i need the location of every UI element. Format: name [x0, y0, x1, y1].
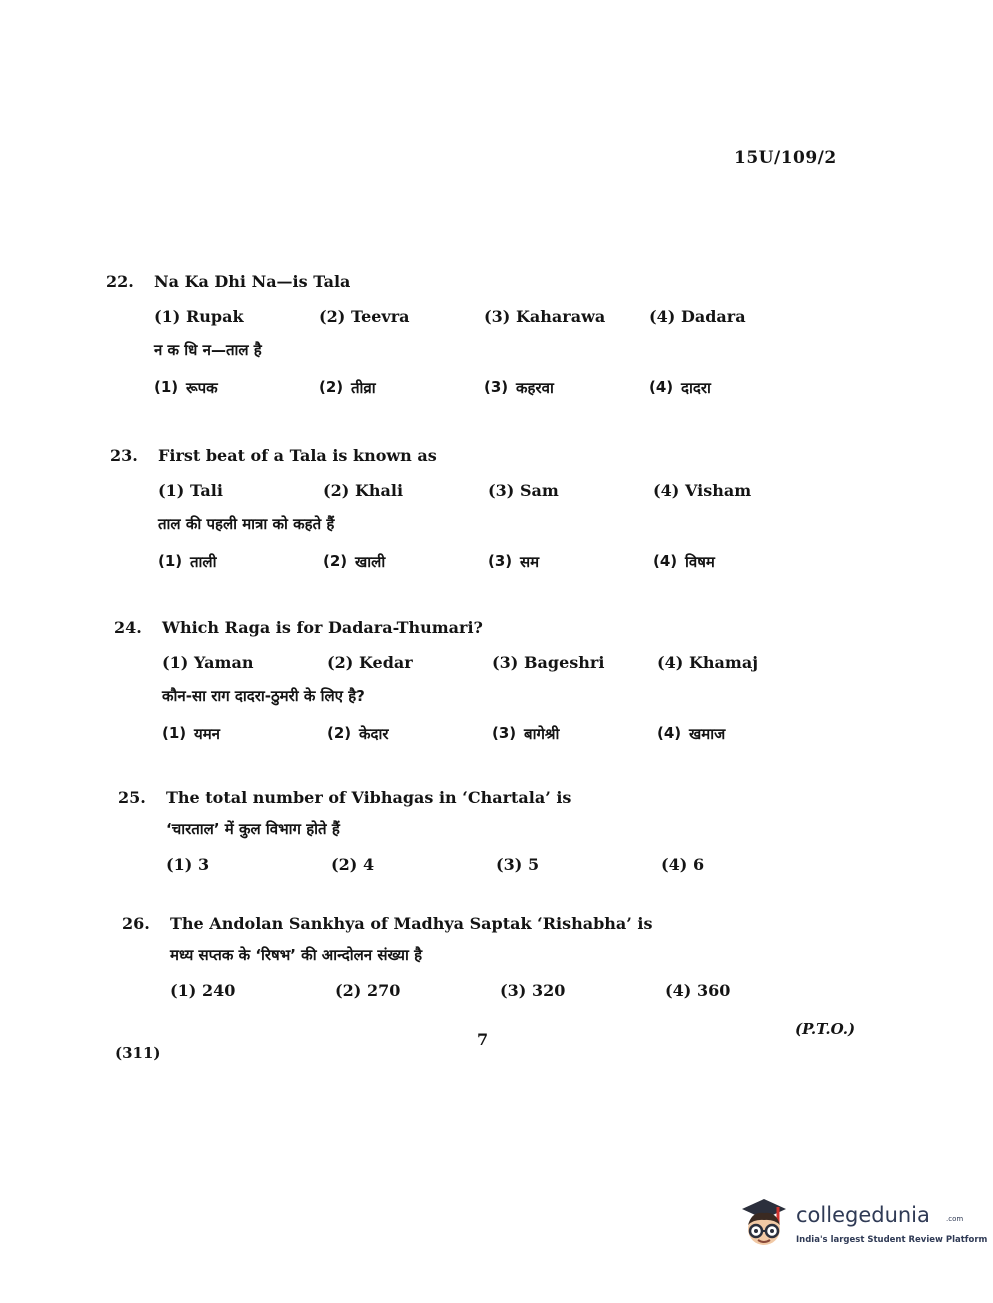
option-4: (4) Dadara: [649, 307, 746, 326]
question-number: 26.: [122, 914, 150, 933]
booklet-code: (311): [115, 1044, 161, 1062]
option-2: (2) 4: [331, 855, 375, 874]
question-22: [106, 272, 826, 398]
question-text: The total number of Vibhagas in ‘Chartala’ is: [166, 788, 572, 807]
collegedunia-watermark: [734, 1195, 988, 1255]
option-3-hindi: (3) कहरवा: [484, 378, 554, 397]
options: [170, 981, 842, 1000]
options-hindi: [154, 378, 826, 398]
question-24: [114, 618, 834, 744]
option-1: (1) Tali: [158, 481, 223, 500]
option-3-hindi: (3) सम: [488, 552, 540, 571]
option-4-hindi: (4) खमाज: [657, 724, 726, 743]
option-2: (2) 270: [335, 981, 401, 1000]
option-2-hindi: (2) तीव्रा: [319, 378, 376, 397]
option-4: (4) Visham: [653, 481, 752, 500]
page-number: 7: [477, 1030, 489, 1049]
options: [166, 855, 838, 874]
options-hindi: [162, 724, 834, 744]
question-text-hindi: कौन-सा राग दादरा-ठुमरी के लिए है?: [162, 687, 365, 705]
options-english: [154, 307, 826, 326]
option-2-hindi: (2) केदार: [327, 724, 389, 743]
option-4: (4) 360: [665, 981, 731, 1000]
option-2-hindi: (2) खाली: [323, 552, 386, 571]
question-23: [110, 446, 830, 572]
question-number: 24.: [114, 618, 142, 637]
option-3-hindi: (3) बागेश्री: [492, 724, 560, 743]
question-text: Na Ka Dhi Na—is Tala: [154, 272, 351, 291]
option-3: (3) Bageshri: [492, 653, 605, 672]
question-text-hindi: ताल की पहली मात्रा को कहते हैं: [158, 515, 335, 533]
question-text-hindi: न क धि न—ताल है: [154, 341, 262, 359]
question-text: First beat of a Tala is known as: [158, 446, 437, 465]
option-1-hindi: (1) ताली: [158, 552, 217, 571]
brand-suffix: .com: [946, 1215, 964, 1223]
option-1-hindi: (1) रूपक: [154, 378, 218, 397]
question-number: 22.: [106, 272, 134, 291]
student-mascot-icon: [734, 1195, 792, 1255]
brand-name: collegedunia: [796, 1203, 930, 1227]
paper-code: 15U/109/2: [734, 148, 837, 168]
option-4-hindi: (4) विषम: [653, 552, 715, 571]
question-number: 25.: [118, 788, 146, 807]
option-2: (2) Khali: [323, 481, 404, 500]
brand-tagline: India's largest Student Review Platform: [796, 1235, 988, 1245]
question-text: The Andolan Sankhya of Madhya Saptak ‘Rishabha’ is: [170, 914, 653, 933]
option-3: (3) Kaharawa: [484, 307, 606, 326]
option-3: (3) 5: [496, 855, 540, 874]
options-english: [158, 481, 830, 500]
option-4-hindi: (4) दादरा: [649, 378, 711, 397]
option-1: (1) 240: [170, 981, 236, 1000]
option-3: (3) 320: [500, 981, 566, 1000]
question-text: Which Raga is for Dadara-Thumari?: [162, 618, 483, 637]
option-2: (2) Kedar: [327, 653, 413, 672]
option-1: (1) 3: [166, 855, 210, 874]
options-hindi: [158, 552, 830, 572]
question-25: [118, 788, 838, 874]
question-text-hindi: मध्य सप्तक के ‘रिषभ’ की आन्दोलन संख्या है: [170, 946, 423, 964]
option-1: (1) Yaman: [162, 653, 254, 672]
question-text-hindi: ‘चारताल’ में कुल विभाग होते हैं: [166, 820, 340, 838]
options-english: [162, 653, 834, 672]
question-26: [122, 914, 842, 1000]
option-4: (4) Khamaj: [657, 653, 758, 672]
pto-label: (P.T.O.): [795, 1020, 856, 1038]
option-2: (2) Teevra: [319, 307, 410, 326]
option-4: (4) 6: [661, 855, 705, 874]
option-3: (3) Sam: [488, 481, 559, 500]
option-1: (1) Rupak: [154, 307, 244, 326]
question-number: 23.: [110, 446, 138, 465]
option-1-hindi: (1) यमन: [162, 724, 220, 743]
